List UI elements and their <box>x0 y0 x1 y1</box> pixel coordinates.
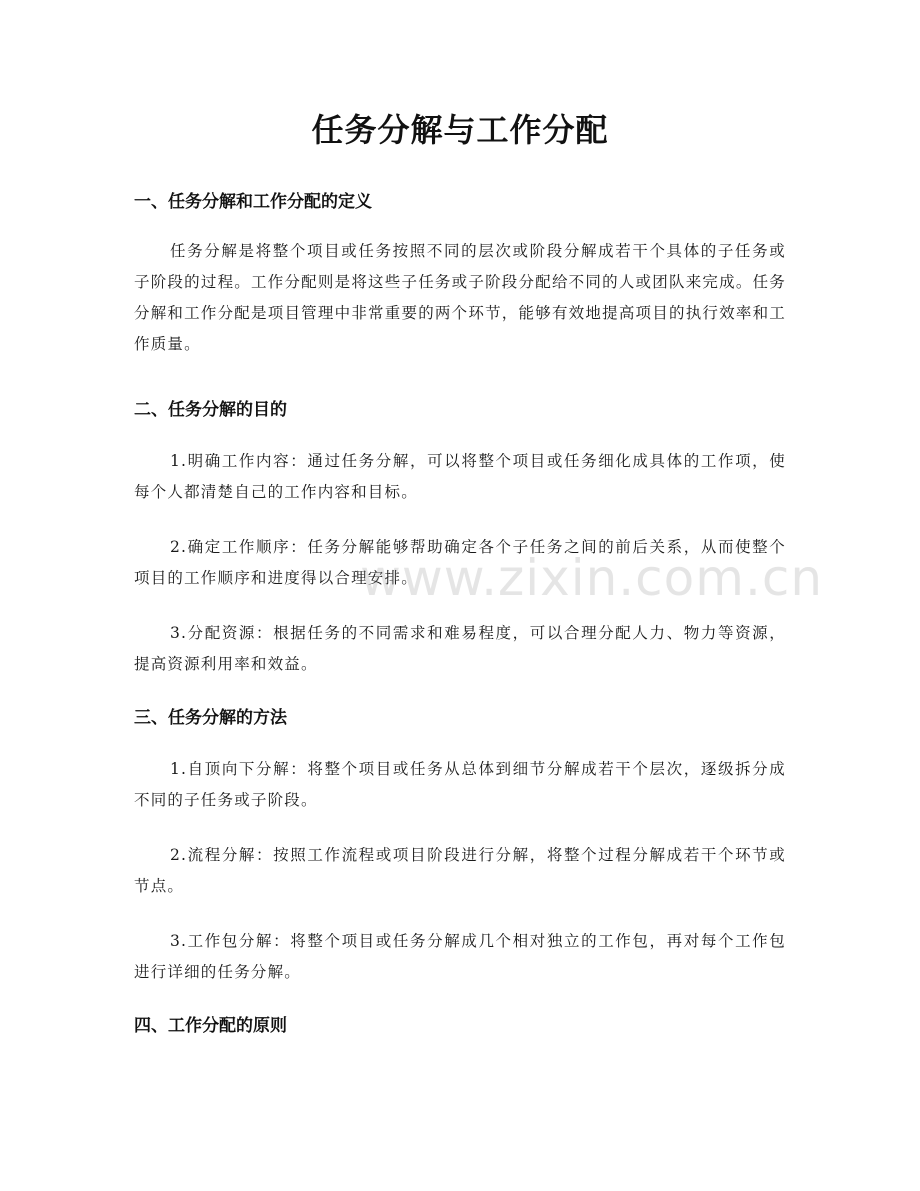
section-heading-definition: 一、任务分解和工作分配的定义 <box>134 192 372 212</box>
paragraph-methods-1: 1.自顶向下分解：将整个项目或任务从总体到细节分解成若干个层次，逐级拆分成不同的子任务或子阶段。 <box>134 760 786 809</box>
section-heading-methods: 三、任务分解的方法 <box>134 708 287 728</box>
paragraph-purpose-2: 2.确定工作顺序：任务分解能够帮助确定各个子任务之间的前后关系，从而使整个项目的工作顺序和进度得以合理安排。 <box>134 538 786 587</box>
section-heading-principles: 四、工作分配的原则 <box>134 1016 287 1036</box>
paragraph-purpose-1: 1.明确工作内容：通过任务分解，可以将整个项目或任务细化成具体的工作项，使每个人都清楚自己的工作内容和目标。 <box>134 452 786 501</box>
paragraph-methods-2: 2.流程分解：按照工作流程或项目阶段进行分解，将整个过程分解成若干个环节或节点。 <box>134 846 786 895</box>
paragraph-methods-3: 3.工作包分解：将整个项目或任务分解成几个相对独立的工作包，再对每个工作包进行详细的任务分解。 <box>134 932 786 981</box>
section-heading-purpose: 二、任务分解的目的 <box>134 400 287 420</box>
paragraph-definition: 任务分解是将整个项目或任务按照不同的层次或阶段分解成若干个具体的子任务或子阶段的过程。工作分配则是将这些子任务或子阶段分配给不同的人或团队来完成。任务分解和工作分配是项目管理中非常重要的两个环节，能够有效地提高项目的执行效率和工作质量。 <box>134 242 786 353</box>
document-title: 任务分解与工作分配 <box>311 111 609 149</box>
watermark: www.zixin.com.cn <box>360 549 824 607</box>
paragraph-purpose-3: 3.分配资源：根据任务的不同需求和难易程度，可以合理分配人力、物力等资源，提高资源利用率和效益。 <box>134 624 786 673</box>
